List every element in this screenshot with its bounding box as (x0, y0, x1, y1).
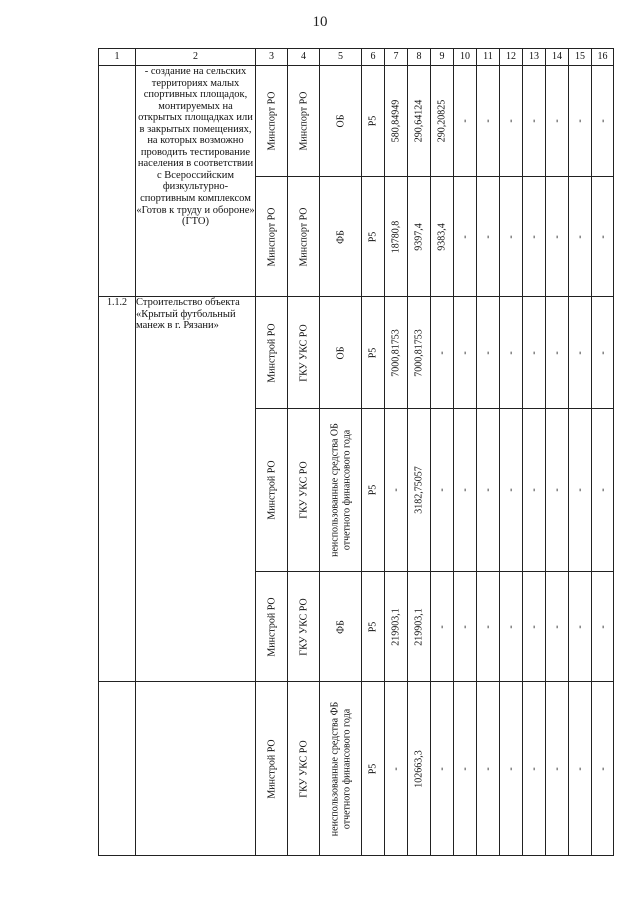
page-number: 10 (312, 14, 328, 30)
code-cell: Р5 (362, 66, 385, 177)
funding-source-cell: ОБ (320, 66, 362, 177)
coordinator-cell: Минстрой РО (256, 409, 288, 572)
coordinator-cell: Минспорт РО (256, 66, 288, 177)
column-number: 11 (477, 49, 500, 66)
amount-cell: 7000,81753 (408, 297, 431, 409)
amount-cell: - (477, 66, 500, 177)
coordinator-cell: Минстрой РО (256, 297, 288, 409)
total-amount-cell: - (385, 409, 408, 572)
coordinator-cell: Минстрой РО (256, 682, 288, 856)
column-number: 16 (592, 49, 614, 66)
column-number: 7 (385, 49, 408, 66)
column-number: 14 (546, 49, 569, 66)
table-row (99, 66, 614, 177)
column-number: 12 (500, 49, 523, 66)
executor-cell: ГКУ УКС РО (288, 297, 320, 409)
amount-cell: - (523, 572, 546, 682)
amount-cell: - (477, 572, 500, 682)
item-number-cell (99, 682, 136, 856)
funding-source-line: неиспользованные средства ФБ (329, 701, 340, 836)
amount-cell: - (592, 409, 614, 572)
amount-cell: - (500, 409, 523, 572)
coordinator-cell: Минстрой РО (256, 572, 288, 682)
code-cell: Р5 (362, 409, 385, 572)
amount-cell: - (500, 682, 523, 856)
funding-source-cell (320, 409, 362, 572)
funding-source-line: отчетного финансового года (340, 708, 352, 829)
amount-cell: - (431, 297, 454, 409)
amount-cell: 3182,75057 (408, 409, 431, 572)
item-description (136, 682, 256, 856)
amount-cell: - (569, 682, 592, 856)
column-number: 1 (99, 49, 136, 66)
column-number: 9 (431, 49, 454, 66)
amount-cell: - (592, 572, 614, 682)
executor-cell: ГКУ УКС РО (288, 682, 320, 856)
amount-cell: - (523, 177, 546, 297)
total-amount-cell: 580,84949 (385, 66, 408, 177)
total-amount-cell: 219903,1 (385, 572, 408, 682)
amount-cell: - (500, 66, 523, 177)
amount-cell: - (500, 297, 523, 409)
funding-source-cell: ФБ (320, 177, 362, 297)
amount-cell: - (523, 297, 546, 409)
amount-cell: - (477, 177, 500, 297)
column-number: 4 (288, 49, 320, 66)
amount-cell: - (592, 177, 614, 297)
amount-cell: - (569, 409, 592, 572)
amount-cell: - (454, 682, 477, 856)
total-amount-cell: 7000,81753 (385, 297, 408, 409)
funding-source-line: отчетного финансового года (340, 429, 352, 551)
amount-cell: - (569, 66, 592, 177)
amount-cell: - (454, 409, 477, 572)
column-number: 15 (569, 49, 592, 66)
amount-cell: - (546, 572, 569, 682)
amount-cell: - (569, 297, 592, 409)
column-number: 8 (408, 49, 431, 66)
amount-cell: - (431, 409, 454, 572)
amount-cell: - (454, 66, 477, 177)
column-number: 6 (362, 49, 385, 66)
amount-cell: - (500, 572, 523, 682)
executor-cell: Минспорт РО (288, 66, 320, 177)
amount-cell: - (592, 682, 614, 856)
budget-table (98, 48, 614, 856)
executor-cell: ГКУ УКС РО (288, 572, 320, 682)
amount-cell: 290,20825 (431, 66, 454, 177)
funding-source-cell (320, 682, 362, 856)
item-number-cell (99, 66, 136, 297)
amount-cell: - (523, 409, 546, 572)
funding-source-cell: ФБ (320, 572, 362, 682)
amount-cell: - (454, 572, 477, 682)
amount-cell: - (523, 66, 546, 177)
executor-cell: Минспорт РО (288, 177, 320, 297)
code-cell: Р5 (362, 297, 385, 409)
table-row (99, 297, 614, 409)
column-number: 13 (523, 49, 546, 66)
item-number-cell: 1.1.2 (99, 297, 136, 682)
amount-cell: - (477, 409, 500, 572)
amount-cell: 102663,3 (408, 682, 431, 856)
amount-cell: - (546, 297, 569, 409)
amount-cell: - (569, 572, 592, 682)
amount-cell: 219903,1 (408, 572, 431, 682)
column-number: 10 (454, 49, 477, 66)
amount-cell: 290,64124 (408, 66, 431, 177)
column-number-row (99, 49, 614, 66)
funding-source-line: неиспользованные средства ОБ (329, 423, 340, 557)
amount-cell: - (546, 177, 569, 297)
code-cell: Р5 (362, 682, 385, 856)
amount-cell: - (546, 682, 569, 856)
amount-cell: - (454, 297, 477, 409)
code-cell: Р5 (362, 177, 385, 297)
executor-cell: ГКУ УКС РО (288, 409, 320, 572)
table-row (99, 682, 614, 856)
coordinator-cell: Минспорт РО (256, 177, 288, 297)
item-description: - создание на сельских территориях малых спортивных площадок, монтируемых на открытых площадках или в закрытых помещениях, на которых возможно проводить тестирование населения в соответствии с Всероссийским физкультурно-спортивным комплексом «Готов к труду и обороне» (ГТО) (136, 66, 256, 297)
amount-cell: - (546, 66, 569, 177)
amount-cell: - (569, 177, 592, 297)
column-number: 3 (256, 49, 288, 66)
amount-cell: 9397,4 (408, 177, 431, 297)
amount-cell: - (477, 297, 500, 409)
total-amount-cell: - (385, 682, 408, 856)
amount-cell: - (431, 572, 454, 682)
amount-cell: - (592, 66, 614, 177)
amount-cell: - (454, 177, 477, 297)
total-amount-cell: 18780,8 (385, 177, 408, 297)
amount-cell: - (477, 682, 500, 856)
amount-cell: - (546, 409, 569, 572)
amount-cell: 9383,4 (431, 177, 454, 297)
code-cell: Р5 (362, 572, 385, 682)
amount-cell: - (431, 682, 454, 856)
funding-source-cell: ОБ (320, 297, 362, 409)
item-description: Строительство объекта «Крытый футбольный манеж в г. Рязани» (136, 297, 256, 682)
column-number: 2 (136, 49, 256, 66)
amount-cell: - (523, 682, 546, 856)
amount-cell: - (592, 297, 614, 409)
amount-cell: - (500, 177, 523, 297)
column-number: 5 (320, 49, 362, 66)
